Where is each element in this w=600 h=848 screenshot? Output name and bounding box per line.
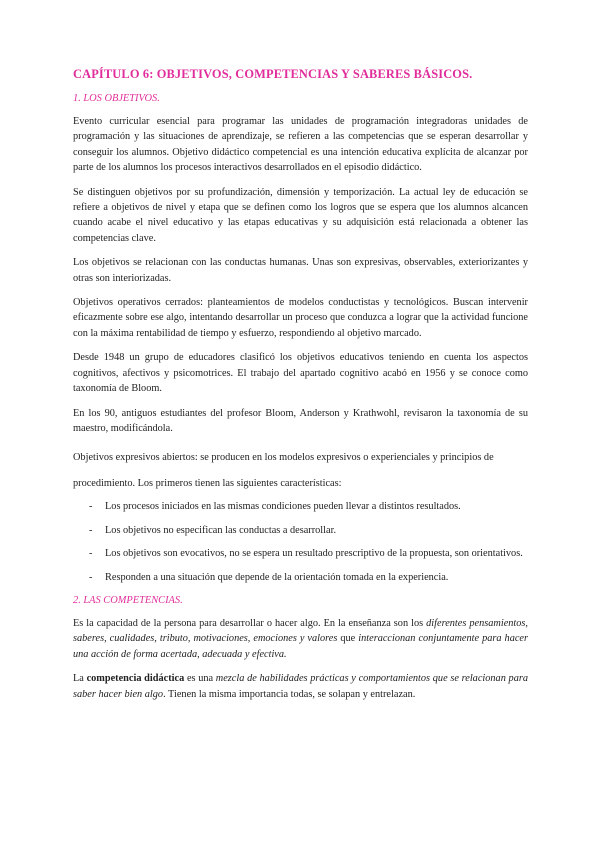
dash-bullet: - bbox=[89, 501, 93, 513]
list-item bbox=[73, 499, 528, 514]
list-item bbox=[73, 570, 528, 585]
paragraph: Se distinguen objetivos por su profundización, dimensión y temporización. La actual ley de educación se refiere a objetivos de nivel y etapa que se definen como los logros que se espera que los alumnos alcancen cuando acabe el nivel educativo y las etapas educativas y su adquisición está relacionada a obtener las competencias clave. bbox=[73, 186, 528, 244]
bold-run: competencia didáctica bbox=[86, 673, 185, 685]
section-heading-competencias: 2. LAS COMPETENCIAS. bbox=[73, 594, 183, 606]
list-item-text: Los objetivos son evocativos, no se espera un resultado prescriptivo de la propuesta, son orientativos. bbox=[105, 548, 523, 560]
list-item-text: Los objetivos no especifican las conductas a desarrollar. bbox=[105, 524, 337, 536]
italic-run: diferentes pensamientos, saberes, cualidades, tributo, motivaciones, emociones y valores bbox=[73, 617, 528, 645]
italic-run: mezcla de habilidades prácticas y comportamientos que se relacionan para saber hacer bien algo bbox=[73, 673, 529, 700]
paragraph-expressive-intro bbox=[73, 445, 528, 497]
text-run: es una bbox=[184, 673, 216, 685]
paragraph-competencia-definition bbox=[73, 616, 528, 662]
text-run: . Tienen la misma importancia todas, se solapan y entrelazan. bbox=[163, 688, 416, 700]
expressive-intro-line2: procedimiento. Los primeros tienen las siguientes características: bbox=[73, 478, 342, 490]
expressive-intro-line1: Objetivos expresivos abiertos: se producen en los modelos expresivos o experienciales y principios de bbox=[73, 452, 494, 464]
list-item-text: Responden a una situación que depende de la orientación tomada en la experiencia. bbox=[105, 571, 449, 583]
paragraph: Evento curricular esencial para programar las unidades de programación integradoras unidades de programación y las situaciones de aprendizaje, se refieren a las competencias que se esperan desarrollar y conseguir los alumnos. Objetivo didáctico competencial es una intención educativa explícita de alcanzar por parte de los alumnos los procesos interactivos desarrollados en el episodio didáctico. bbox=[73, 116, 528, 174]
paragraph: Objetivos operativos cerrados: planteamientos de modelos conductistas y tecnológicos. Buscan intervenir eficazmente sobre ese algo, intentando desarrollar un proceso que conduzca a lograr que la actividad funcione con la máxima rentabilidad de tiempo y esfuerzo, respondiendo al objetivo marcado. bbox=[73, 297, 528, 339]
paragraph: Desde 1948 un grupo de educadores clasificó los objetivos educativos teniendo en cuenta los aspectos cognitivos, afectivos y psicomotrices. El trabajo del apartado cognitivo acabó en 1956 y se conoce como taxonomía de Bloom. bbox=[73, 352, 528, 395]
characteristics-list bbox=[73, 499, 528, 585]
text-run: que bbox=[337, 633, 359, 645]
document-content bbox=[73, 66, 528, 711]
list-item bbox=[73, 546, 528, 561]
paragraph-competencia-didactica bbox=[73, 671, 528, 702]
text-run: La bbox=[73, 673, 87, 685]
dash-bullet: - bbox=[89, 548, 93, 560]
paragraph: Los objetivos se relacionan con las conductas humanas. Unas son expresivas, observables, exteriorizantes y otras son interiorizadas. bbox=[73, 257, 528, 284]
text-run: Es la capacidad de la persona para desarrollar o hacer algo. En la enseñanza son los bbox=[73, 617, 427, 629]
list-item-text: Los procesos iniciados en las mismas condiciones pueden llevar a distintos resultados. bbox=[105, 501, 461, 513]
italic-run: interaccionan conjuntamente para hacer una acción de forma acertada, adecuada y efectiva. bbox=[73, 633, 529, 660]
dash-bullet: - bbox=[89, 571, 93, 583]
dash-bullet: - bbox=[89, 524, 93, 536]
list-item bbox=[73, 523, 528, 538]
chapter-title: CAPÍTULO 6: OBJETIVOS, COMPETENCIAS Y SABERES BÁSICOS. bbox=[73, 67, 473, 81]
paragraph: En los 90, antiguos estudiantes del profesor Bloom, Anderson y Krathwohl, revisaron la taxonomía de su maestro, modificándola. bbox=[73, 407, 528, 434]
section-heading-objetivos: 1. LOS OBJETIVOS. bbox=[73, 93, 160, 104]
